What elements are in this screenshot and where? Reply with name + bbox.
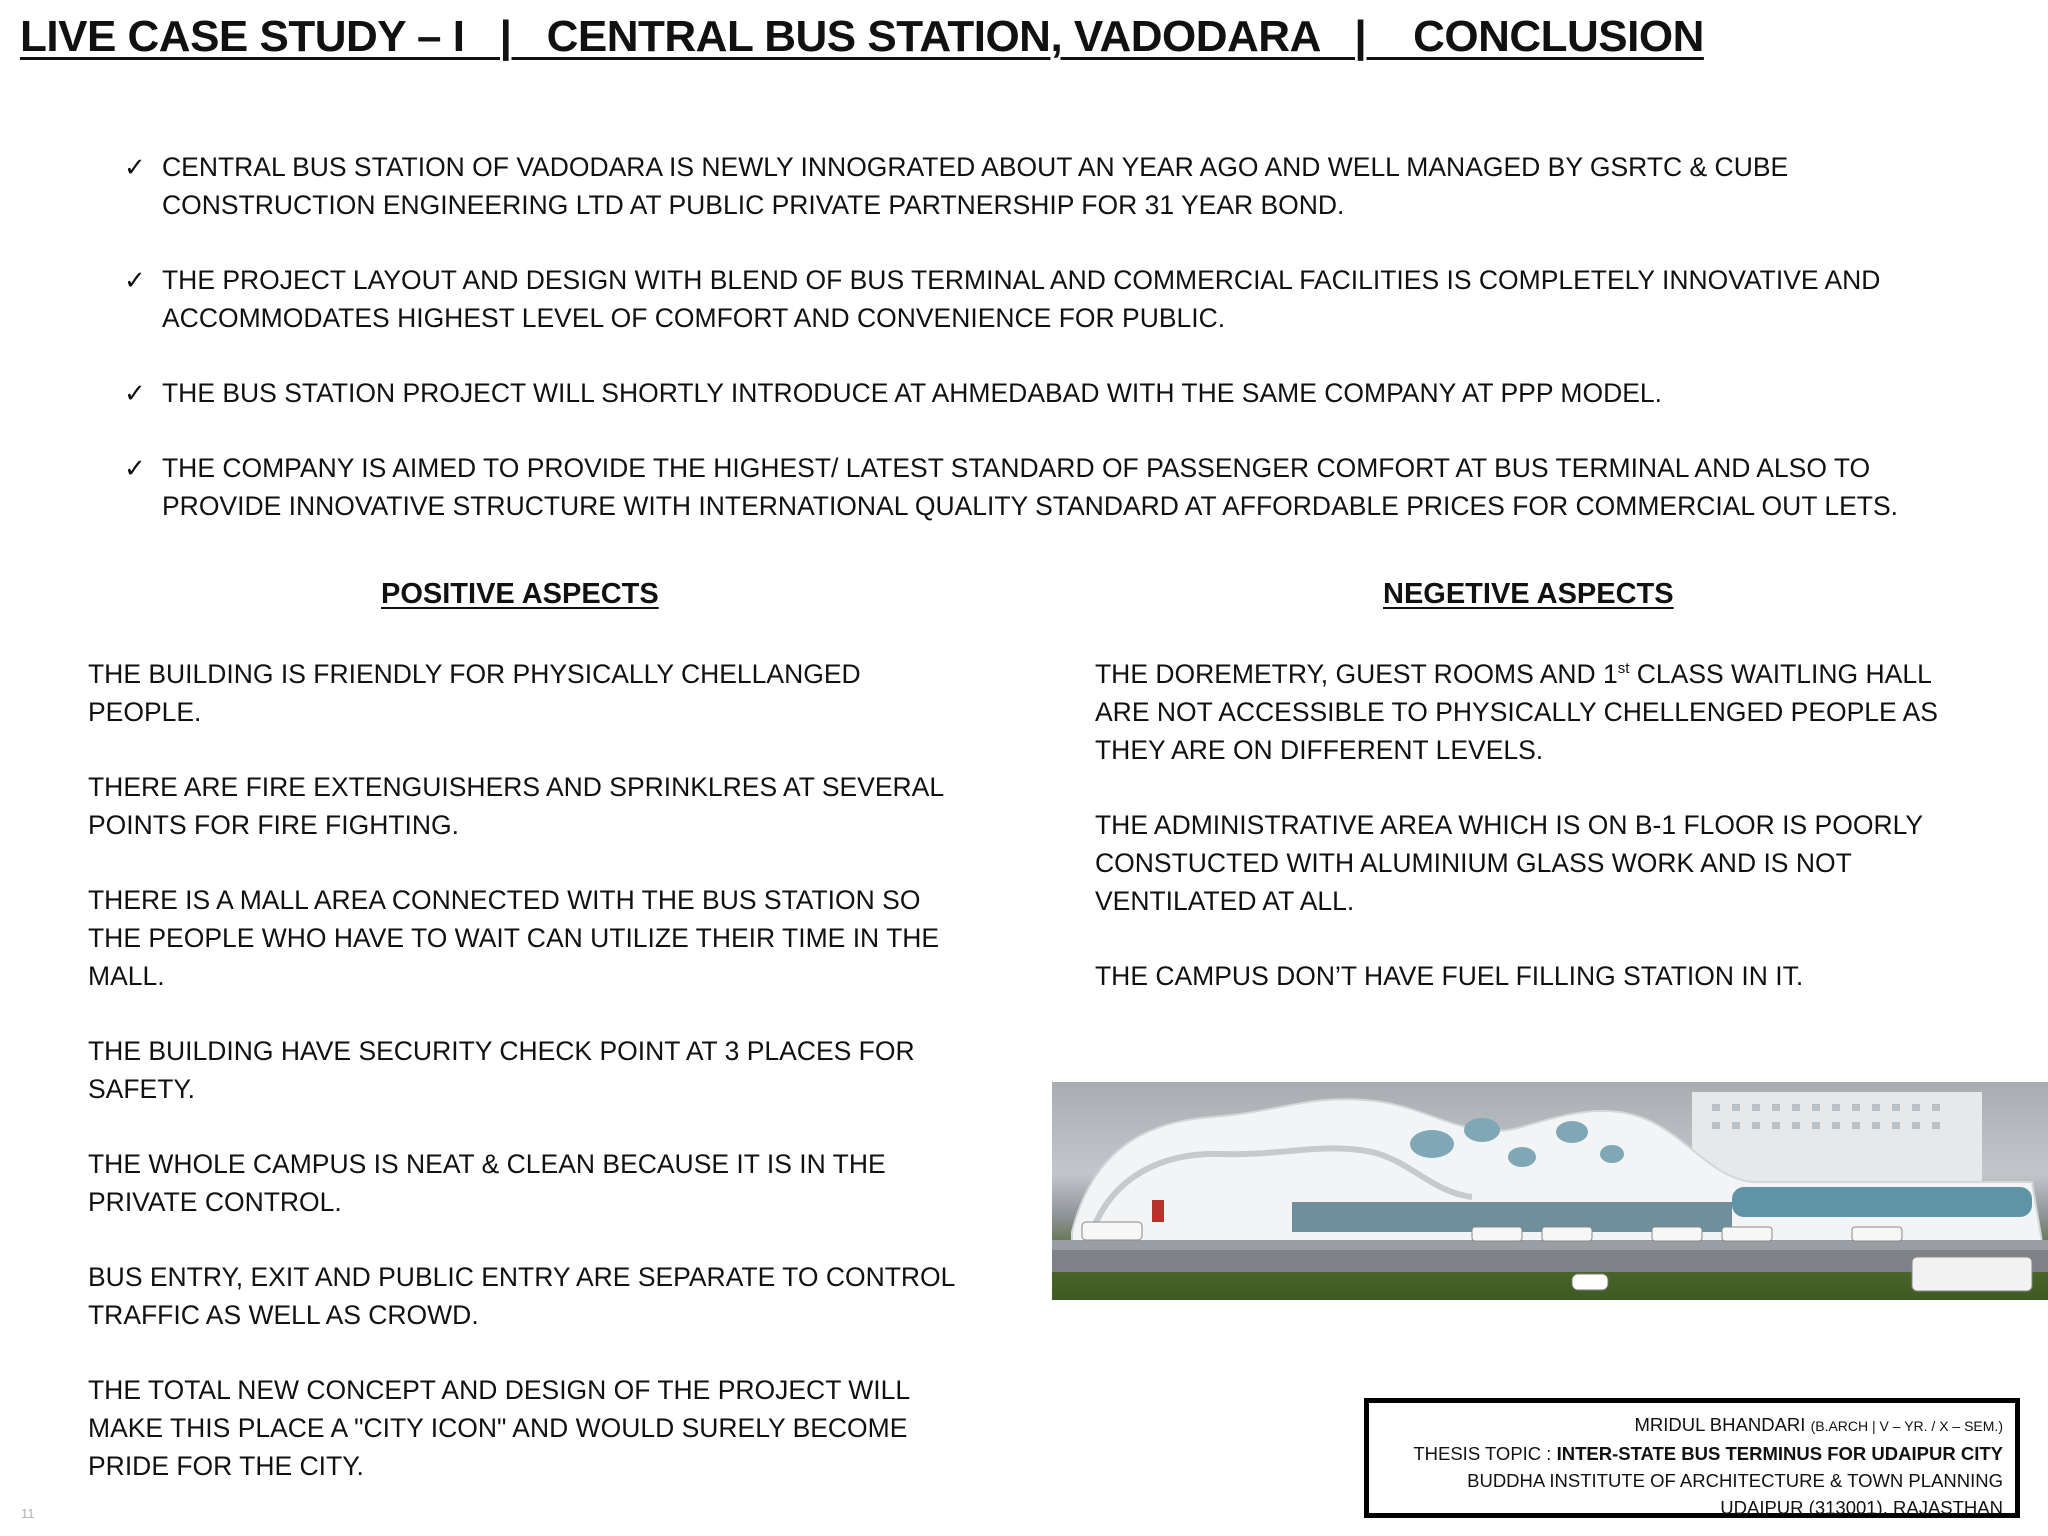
check-icon: ✓	[124, 152, 146, 182]
positive-item: THE WHOLE CAMPUS IS NEAT & CLEAN BECAUSE IT IS IN THE PRIVATE CONTROL.	[88, 1149, 886, 1217]
conclusion-item	[122, 449, 1902, 525]
positive-item: BUS ENTRY, EXIT AND PUBLIC ENTRY ARE SEPARATE TO CONTROL TRAFFIC AS WELL AS CROWD.	[88, 1262, 955, 1330]
conclusion-text: THE COMPANY IS AIMED TO PROVIDE THE HIGHEST/ LATEST STANDARD OF PASSENGER COMFORT AT BUS TERMINAL AND ALSO TO PROVIDE INNOVATIVE STRUCTURE WITH INTERNATIONAL QUALITY STANDARD AT AFFORDABLE PRICES FOR COMMERCIAL OUT LETS.	[162, 453, 1898, 521]
conclusion-text: THE PROJECT LAYOUT AND DESIGN WITH BLEND OF BUS TERMINAL AND COMMERCIAL FACILITIES IS COMPLETELY INNOVATIVE AND ACCOMMODATES HIGHEST LEVEL OF COMFORT AND CONVENIENCE FOR PUBLIC.	[162, 265, 1881, 333]
negative-aspects-list	[1095, 655, 1955, 1032]
conclusion-text: THE BUS STATION PROJECT WILL SHORTLY INTRODUCE AT AHMEDABAD WITH THE SAME COMPANY AT PPP MODEL.	[162, 378, 1662, 408]
positive-item: THE TOTAL NEW CONCEPT AND DESIGN OF THE PROJECT WILL MAKE THIS PLACE A "CITY ICON" AND WOULD SURELY BECOME PRIDE FOR THE CITY.	[88, 1375, 910, 1481]
institute-line: BUDDHA INSTITUTE OF ARCHITECTURE & TOWN PLANNING	[1467, 1470, 2003, 1491]
page-number: 11	[21, 1506, 35, 1521]
positive-item: THERE IS A MALL AREA CONNECTED WITH THE BUS STATION SO THE PEOPLE WHO HAVE TO WAIT CAN UTILIZE THEIR TIME IN THE MALL.	[88, 885, 940, 991]
page-title: LIVE CASE STUDY – I | CENTRAL BUS STATION, VADODARA | CONCLUSION	[20, 12, 1704, 61]
address-line: UDAIPUR (313001), RAJASTHAN	[1720, 1497, 2003, 1518]
check-icon: ✓	[124, 265, 146, 295]
bus-station-rendering-image	[1052, 1082, 2048, 1300]
negative-item: THE ADMINISTRATIVE AREA WHICH IS ON B-1 FLOOR IS POORLY CONSTUCTED WITH ALUMINIUM GLASS WORK AND IS NOT VENTILATED AT ALL.	[1095, 810, 1923, 916]
positive-aspects-list	[88, 655, 968, 1522]
conclusion-text: CENTRAL BUS STATION OF VADODARA IS NEWLY INNOGRATED ABOUT AN YEAR AGO AND WELL MANAGED BY GSRTC & CUBE CONSTRUCTION ENGINEERING LTD AT PUBLIC PRIVATE PARTNERSHIP FOR 31 YEAR BOND.	[162, 152, 1789, 220]
author-line: MRIDUL BHANDARI (B.ARCH | V – YR. / X – SEM.)	[1634, 1414, 2003, 1435]
check-icon: ✓	[124, 453, 146, 483]
thesis-info-box	[1364, 1398, 2020, 1518]
conclusion-list	[122, 148, 1902, 562]
conclusion-item	[122, 261, 1902, 337]
positive-item: THERE ARE FIRE EXTENGUISHERS AND SPRINKLRES AT SEVERAL POINTS FOR FIRE FIGHTING.	[88, 772, 944, 840]
thesis-topic-line: THESIS TOPIC : INTER-STATE BUS TERMINUS FOR UDAIPUR CITY	[1413, 1443, 2003, 1464]
positive-item: THE BUILDING IS FRIENDLY FOR PHYSICALLY CHELLANGED PEOPLE.	[88, 659, 861, 727]
conclusion-item	[122, 374, 1902, 412]
negative-aspects-heading: NEGETIVE ASPECTS	[1383, 578, 1674, 610]
positive-item: THE BUILDING HAVE SECURITY CHECK POINT AT 3 PLACES FOR SAFETY.	[88, 1036, 915, 1104]
conclusion-item	[122, 148, 1902, 224]
check-icon: ✓	[124, 378, 146, 408]
positive-aspects-heading: POSITIVE ASPECTS	[381, 578, 659, 610]
negative-item: THE DOREMETRY, GUEST ROOMS AND 1st CLASS WAITLING HALL ARE NOT ACCESSIBLE TO PHYSICALLY CHELLENGED PEOPLE AS THEY ARE ON DIFFERENT LEVELS.	[1095, 659, 1938, 765]
negative-item: THE CAMPUS DON’T HAVE FUEL FILLING STATION IN IT.	[1095, 961, 1804, 991]
